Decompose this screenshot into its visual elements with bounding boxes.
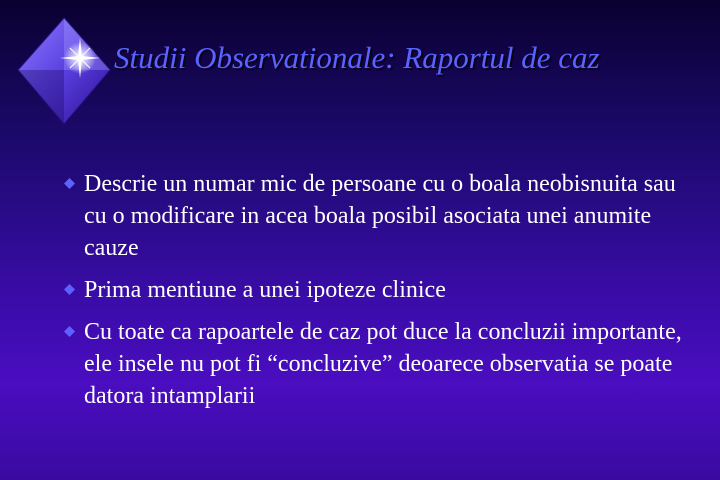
bullet-text: Prima mentiune a unei ipoteze clinice [84, 277, 446, 303]
bullet-item [62, 316, 702, 412]
diamond-bullet-icon [64, 326, 75, 337]
bullet-item [62, 168, 702, 264]
bullet-text: Descrie un numar mic de persoane cu o boala neobisnuita sau cu o modificare in acea boala posibil asociata unei anumite cauze [84, 171, 676, 261]
diamond-bullet-icon [64, 178, 75, 189]
diamond-star-logo [14, 14, 114, 132]
slide-title: Studii Observationale: Raportul de caz [114, 40, 600, 75]
bullet-text: Cu toate ca rapoartele de caz pot duce la concluzii importante, ele insele nu pot fi “concluzive” deoarece observatia se poate datora intamplarii [84, 319, 682, 409]
diamond-bullet-icon [64, 284, 75, 295]
bullet-list [62, 168, 702, 422]
bullet-item [62, 274, 702, 306]
